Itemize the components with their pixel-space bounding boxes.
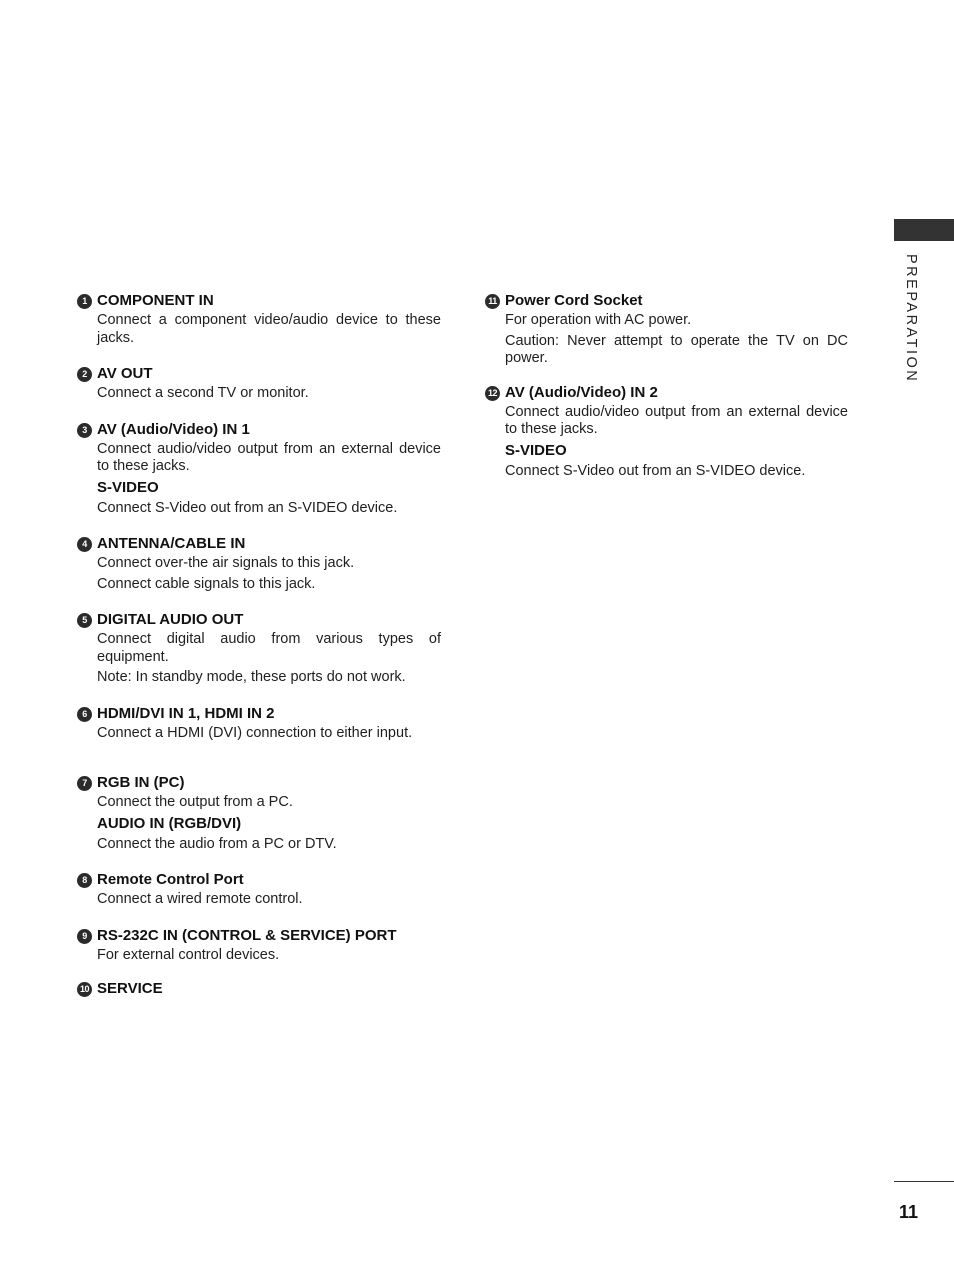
- connector-item-11: [485, 291, 848, 368]
- item-title-rgb-in-pc: RGB IN (PC): [97, 774, 185, 791]
- item-title-remote-control-port: Remote Control Port: [97, 871, 244, 888]
- item-number-badge: 6: [77, 707, 92, 722]
- item-number-badge: 9: [77, 929, 92, 944]
- item-number-badge: 10: [77, 982, 92, 997]
- item-description: Caution: Never attempt to operate the TV on DC power.: [505, 332, 848, 366]
- connector-item-10: [77, 979, 441, 999]
- item-number-badge: 4: [77, 537, 92, 552]
- item-number-badge: 3: [77, 423, 92, 438]
- item-description: Note: In standby mode, these ports do not work.: [97, 669, 406, 685]
- section-tab-marker: [894, 219, 954, 241]
- item-subheading: S-VIDEO: [97, 478, 159, 496]
- item-description: Connect over-the air signals to this jack.: [97, 555, 355, 571]
- item-number-badge: 8: [77, 873, 92, 888]
- item-title-av-audio-video-in-1: AV (Audio/Video) IN 1: [97, 420, 250, 438]
- item-description: Connect the output from a PC.: [97, 794, 293, 810]
- item-number-badge: 5: [77, 613, 92, 628]
- item-title-rs-232c-in-control-service-port: RS-232C IN (CONTROL & SERVICE) PORT: [97, 926, 397, 944]
- item-number-badge: 12: [485, 386, 500, 401]
- item-number-badge: 11: [485, 294, 500, 309]
- item-description: Connect digital audio from various types of equipment.: [97, 631, 441, 665]
- right-column: [485, 291, 848, 480]
- item-description: For external control devices.: [97, 946, 280, 963]
- connector-item-3: [77, 420, 441, 518]
- item-description: Connect S-Video out from an S-VIDEO device.: [97, 499, 398, 516]
- item-subheading: S-VIDEO: [505, 441, 567, 459]
- connector-item-12: [485, 383, 848, 481]
- connector-item-2: [77, 364, 441, 403]
- connector-item-5: [77, 610, 441, 687]
- section-label: PREPARATION: [903, 254, 919, 384]
- item-number-badge: 7: [77, 776, 92, 791]
- item-title-antenna-cable-in: ANTENNA/CABLE IN: [97, 535, 246, 552]
- connector-item-9: [77, 926, 441, 965]
- item-title-av-out: AV OUT: [97, 365, 153, 382]
- item-title-service: SERVICE: [97, 980, 163, 997]
- page-number-rule: [894, 1181, 954, 1182]
- item-description: Connect a second TV or monitor.: [97, 385, 309, 401]
- item-description: Connect cable signals to this jack.: [97, 575, 316, 592]
- item-title-component-in: COMPONENT IN: [97, 292, 214, 309]
- item-description: Connect S-Video out from an S-VIDEO device.: [505, 462, 806, 479]
- item-subheading: AUDIO IN (RGB/DVI): [97, 814, 242, 832]
- item-title-av-audio-video-in-2: AV (Audio/Video) IN 2: [505, 383, 658, 401]
- item-description: Connect a component video/audio device to these jacks.: [97, 312, 441, 346]
- item-title-power-cord-socket: Power Cord Socket: [505, 292, 643, 309]
- item-number-badge: 2: [77, 367, 92, 382]
- connector-item-7: [77, 773, 441, 853]
- item-description: Connect a HDMI (DVI) connection to either input.: [97, 724, 413, 741]
- item-description: Connect the audio from a PC or DTV.: [97, 835, 337, 852]
- item-description: Connect audio/video output from an external device to these jacks.: [97, 440, 441, 474]
- item-title-hdmi-dvi-in-1-hdmi-in-2: HDMI/DVI IN 1, HDMI IN 2: [97, 704, 275, 722]
- left-column: [77, 291, 441, 999]
- connector-item-6: [77, 704, 441, 743]
- item-number-badge: 1: [77, 294, 92, 309]
- connector-item-4: [77, 534, 441, 593]
- connector-item-8: [77, 870, 441, 909]
- item-description: For operation with AC power.: [505, 312, 692, 328]
- item-title-digital-audio-out: DIGITAL AUDIO OUT: [97, 611, 244, 628]
- page-number: 11: [898, 1202, 918, 1222]
- item-description: Connect audio/video output from an external device to these jacks.: [505, 403, 848, 437]
- connector-item-1: [77, 291, 441, 347]
- item-description: Connect a wired remote control.: [97, 891, 303, 907]
